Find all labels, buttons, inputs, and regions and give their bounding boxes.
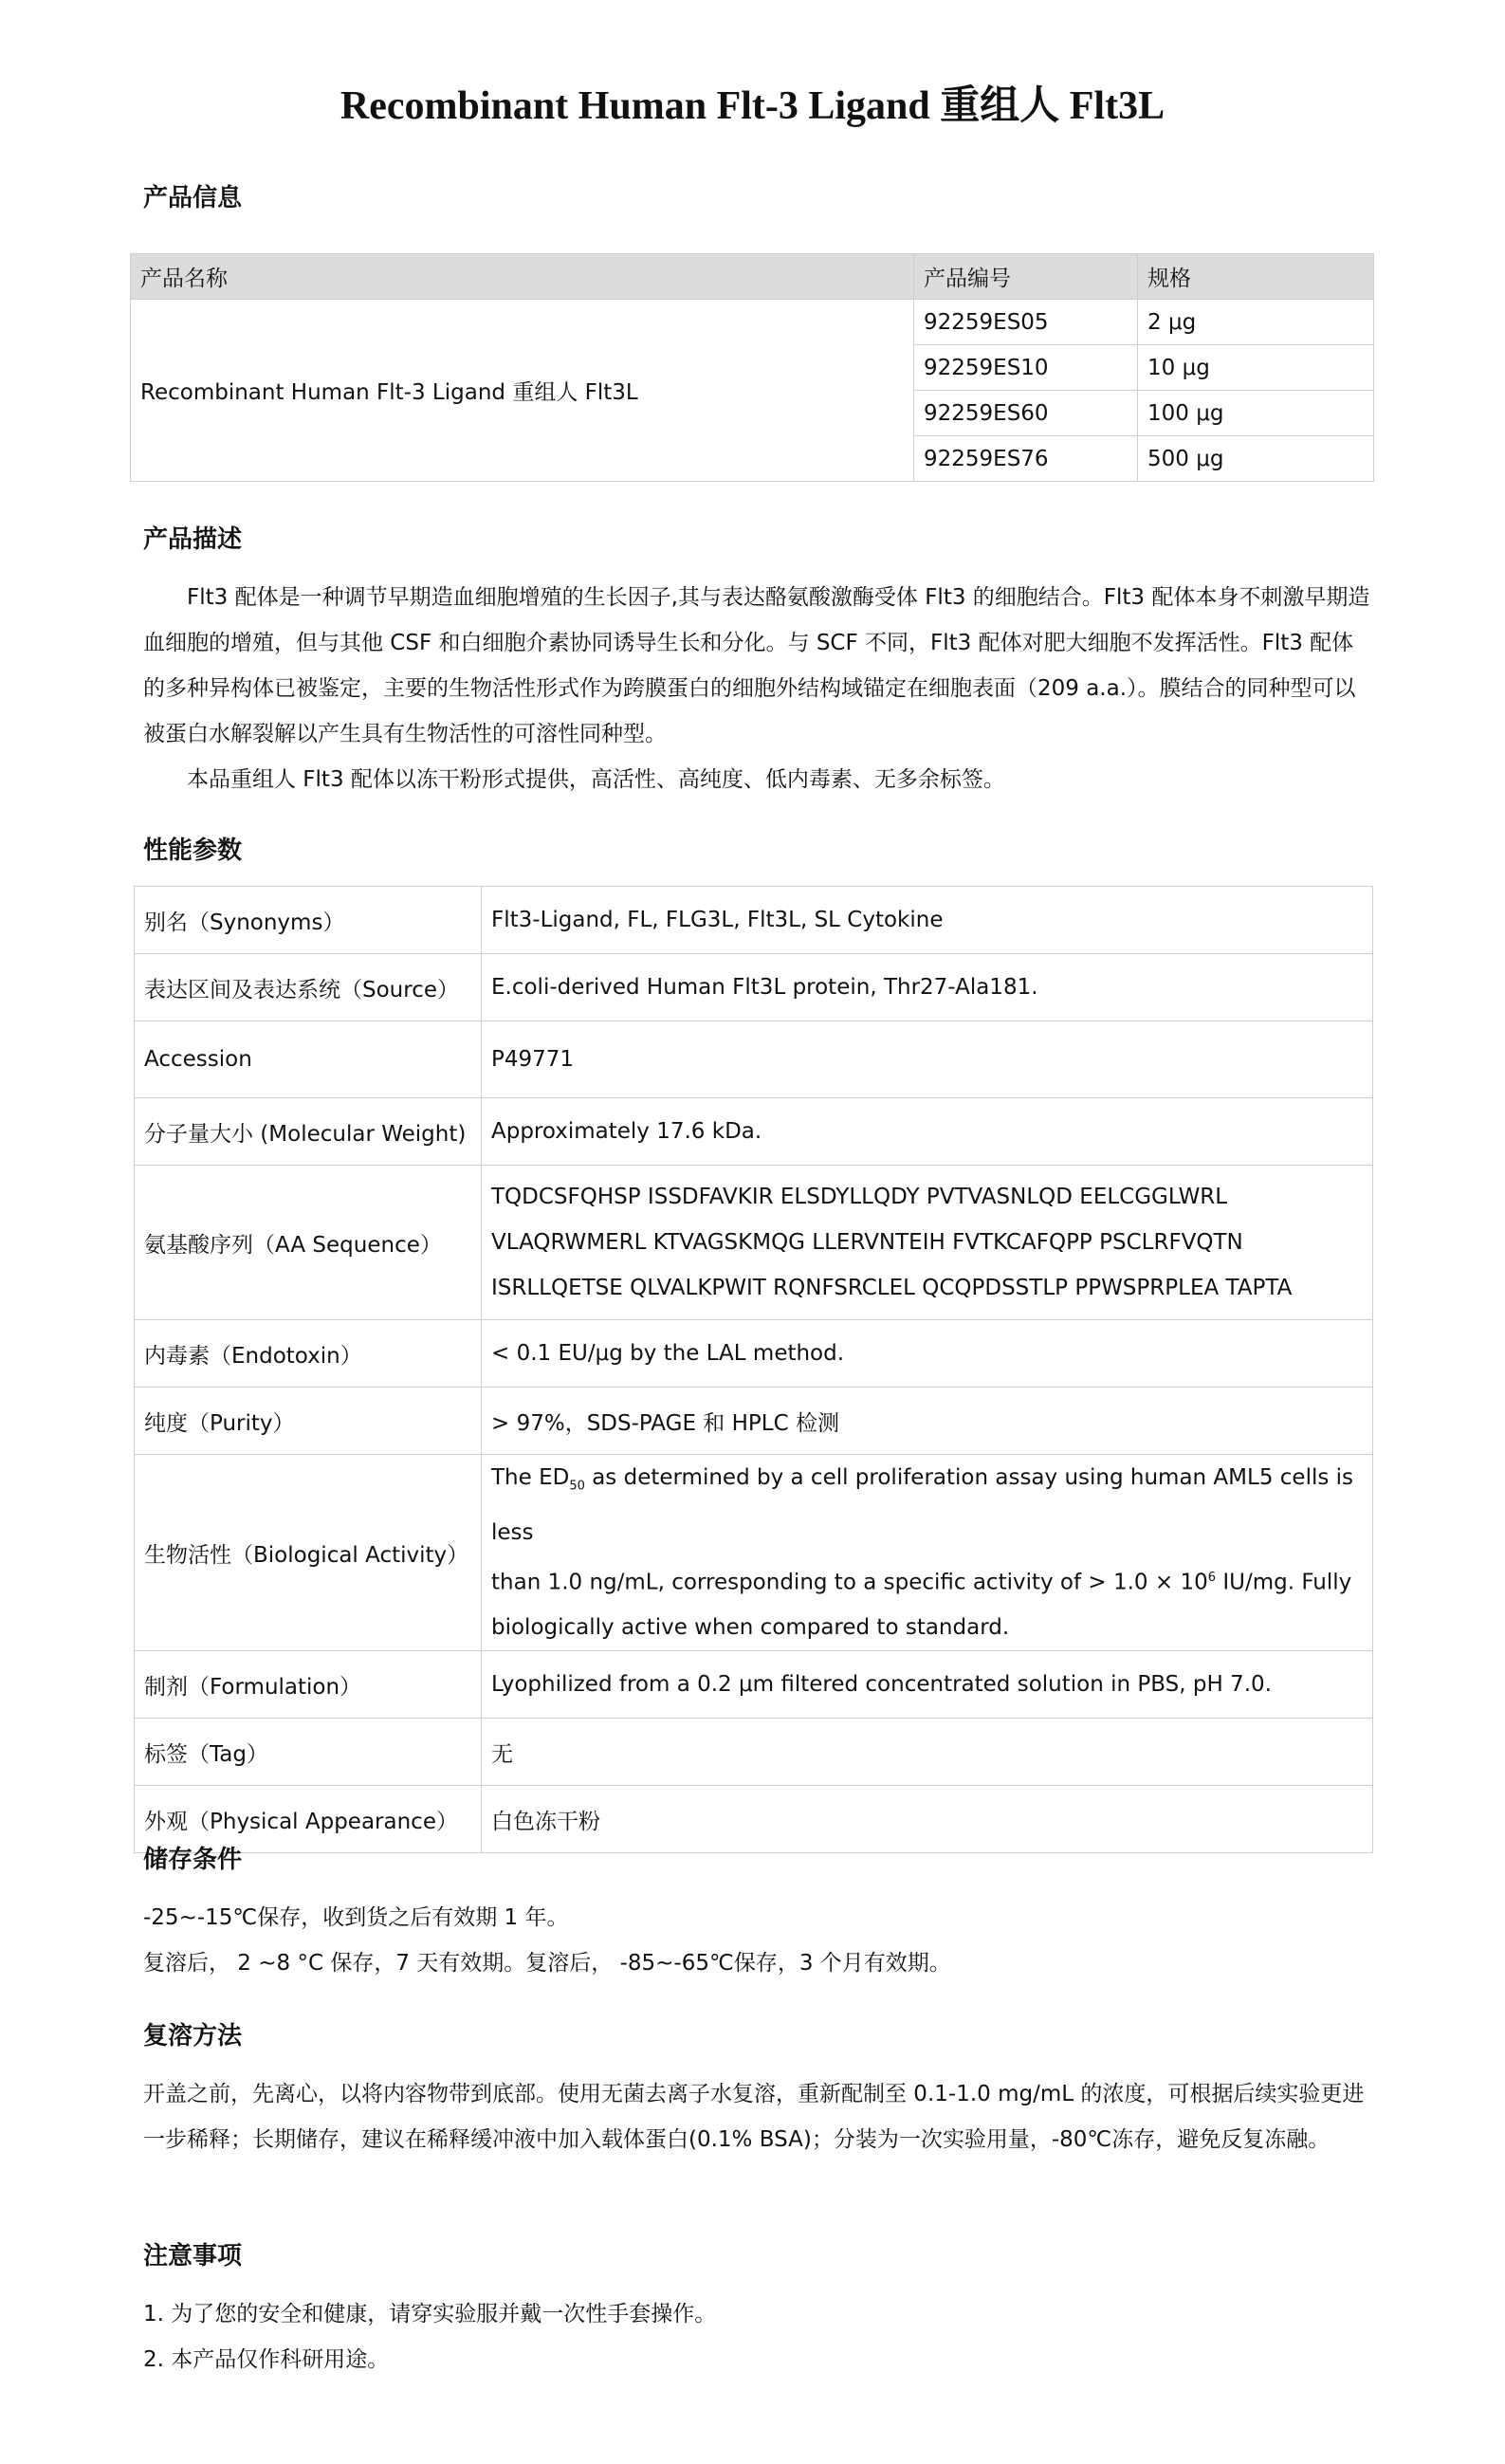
section-heading-reconstitution: 复溶方法: [143, 2022, 243, 2050]
table-row: [135, 1719, 1373, 1786]
page-title: Recombinant Human Flt-3 Ligand 重组人 Flt3L: [340, 84, 1165, 128]
storage-line-2: 复溶后， 2 ~8 °C 保存，7 天有效期。复溶后， -85~-65℃保存，3 个月有效期。: [143, 1951, 951, 1976]
table-row: [135, 887, 1373, 954]
spec-value-molecular-weight: Approximately 17.6 kDa.: [482, 1098, 1373, 1166]
table-row: [135, 1021, 1373, 1098]
spec-value-tag: 无: [482, 1719, 1373, 1786]
table-row: [135, 1388, 1373, 1455]
table-header-row: [131, 254, 1374, 300]
description-paragraph-1: Flt3 配体是一种调节早期造血细胞增殖的生长因子,其与表达酪氨酸激酶受体 Flt3 的细胞结合。Flt3 配体本身不刺激早期造血细胞的增殖，但与其他 CSF 和白细胞介素协同诱导生长和分化。与 SCF 不同，Flt3 配体对肥大细胞不发挥活性。Flt3 配体的多种异构体已被鉴定，主要的生物活性形式作为跨膜蛋白的细胞外结构域锚定在细胞表面（209 a.a.）。膜结合的同种型可以被蛋白水解裂解以产生具有生物活性的可溶性同种型。: [143, 585, 1370, 746]
bio-activity-line-1: [491, 1455, 1363, 1555]
table-row: [135, 1320, 1373, 1388]
product-size-cell: 10 μg: [1138, 345, 1374, 391]
product-code-cell: 92259ES10: [914, 345, 1138, 391]
section-heading-performance: 性能参数: [143, 837, 243, 865]
section-heading-notes: 注意事项: [143, 2242, 243, 2271]
table-row: [135, 1166, 1373, 1320]
reconstitution-text: 开盖之前，先离心，以将内容物带到底部。使用无菌去离子水复溶，重新配制至 0.1-1.0 mg/mL 的浓度，可根据后续实验更进一步稀释；长期储存，建议在稀释缓冲液中加入载体蛋白(0.1% BSA)；分装为一次实验用量，-80℃冻存，避免反复冻融。: [143, 2082, 1365, 2152]
table-row: [135, 954, 1373, 1021]
product-code-cell: 92259ES60: [914, 391, 1138, 436]
header-size: 规格: [1138, 254, 1374, 300]
spec-key-formulation: 制剂（Formulation）: [135, 1651, 482, 1719]
sequence-line-1: TQDCSFQHSP ISSDFAVKIR ELSDYLLQDY PVTVASNLQD EELCGGLWRL: [491, 1185, 1228, 1209]
table-row: [135, 1786, 1373, 1853]
bio-activity-line-3: biologically active when compared to standard.: [491, 1615, 1010, 1641]
section-heading-storage: 储存条件: [143, 1846, 243, 1874]
ed50-subscript: 50: [569, 1479, 585, 1494]
spec-value-synonyms: Flt3-Ligand, FL, FLG3L, Flt3L, SL Cytokine: [482, 887, 1373, 954]
reconstitution-block: [143, 2071, 1371, 2162]
spec-key-endotoxin: 内毒素（Endotoxin）: [135, 1320, 482, 1388]
spec-key-source: 表达区间及表达系统（Source）: [135, 954, 482, 1021]
product-code-cell: 92259ES05: [914, 300, 1138, 345]
storage-line-1: -25~-15℃保存，收到货之后有效期 1 年。: [143, 1905, 569, 1930]
section-heading-info: 产品信息: [143, 184, 243, 212]
header-product-code: 产品编号: [914, 254, 1138, 300]
spec-value-appearance: 白色冻干粉: [482, 1786, 1373, 1853]
table-row: [135, 1098, 1373, 1166]
spec-key-accession: Accession: [135, 1021, 482, 1098]
spec-key-synonyms: 别名（Synonyms）: [135, 887, 482, 954]
spec-value-purity: > 97%，SDS-PAGE 和 HPLC 检测: [482, 1388, 1373, 1455]
bio-activity-text: IU/mg. Fully: [1216, 1570, 1352, 1595]
product-name-cell: Recombinant Human Flt-3 Ligand 重组人 Flt3L: [131, 300, 914, 482]
product-size-cell: 100 μg: [1138, 391, 1374, 436]
table-row: [131, 300, 1374, 345]
spec-value-endotoxin: < 0.1 EU/μg by the LAL method.: [482, 1320, 1373, 1388]
spec-value-source: E.coli-derived Human Flt3L protein, Thr27-Ala181.: [482, 954, 1373, 1021]
exponent-superscript: 6: [1207, 1570, 1217, 1585]
spec-key-biological-activity: 生物活性（Biological Activity）: [135, 1455, 482, 1651]
spec-value-biological-activity: [482, 1455, 1373, 1651]
header-product-name: 产品名称: [131, 254, 914, 300]
table-row: [135, 1651, 1373, 1719]
note-item-1: 1. 为了您的安全和健康，请穿实验服并戴一次性手套操作。: [143, 2302, 717, 2326]
description-paragraph-2: 本品重组人 Flt3 配体以冻干粉形式提供，高活性、高纯度、低内毒素、无多余标签。: [187, 767, 1005, 792]
bio-activity-line-2: [491, 1555, 1363, 1606]
spec-key-purity: 纯度（Purity）: [135, 1388, 482, 1455]
spec-value-formulation: Lyophilized from a 0.2 μm filtered concentrated solution in PBS, pH 7.0.: [482, 1651, 1373, 1719]
sequence-line-2: VLAQRWMERL KTVAGSKMQG LLERVNTEIH FVTKCAFQPP PSCLRFVQTN: [491, 1230, 1243, 1255]
product-code-cell: 92259ES76: [914, 436, 1138, 482]
description-block: [143, 575, 1371, 802]
spec-key-sequence: 氨基酸序列（AA Sequence）: [135, 1166, 482, 1320]
section-heading-description: 产品描述: [143, 525, 243, 554]
spec-key-molecular-weight: 分子量大小 (Molecular Weight): [135, 1098, 482, 1166]
sequence-line-3: ISRLLQETSE QLVALKPWIT RQNFSRCLEL QCQPDSSTLP PPWSPRPLEA TAPTA: [491, 1276, 1293, 1300]
spec-key-tag: 标签（Tag）: [135, 1719, 482, 1786]
storage-block: [143, 1895, 1371, 1986]
bio-activity-text: as determined by a cell proliferation assay using human AML5 cells is less: [491, 1465, 1354, 1545]
note-item-2: 2. 本产品仅作科研用途。: [143, 2347, 390, 2372]
product-size-cell: 500 μg: [1138, 436, 1374, 482]
bio-activity-text: than 1.0 ng/mL, corresponding to a specific activity of > 1.0 × 10: [491, 1570, 1208, 1595]
specification-table: [134, 886, 1373, 1853]
spec-value-sequence: [482, 1166, 1373, 1320]
table-row: [135, 1455, 1373, 1651]
spec-value-accession: P49771: [482, 1021, 1373, 1098]
product-info-table: [130, 253, 1374, 482]
notes-block: [143, 2291, 1371, 2382]
product-size-cell: 2 μg: [1138, 300, 1374, 345]
spec-key-appearance: 外观（Physical Appearance）: [135, 1786, 482, 1853]
bio-activity-text: The ED: [491, 1465, 570, 1490]
